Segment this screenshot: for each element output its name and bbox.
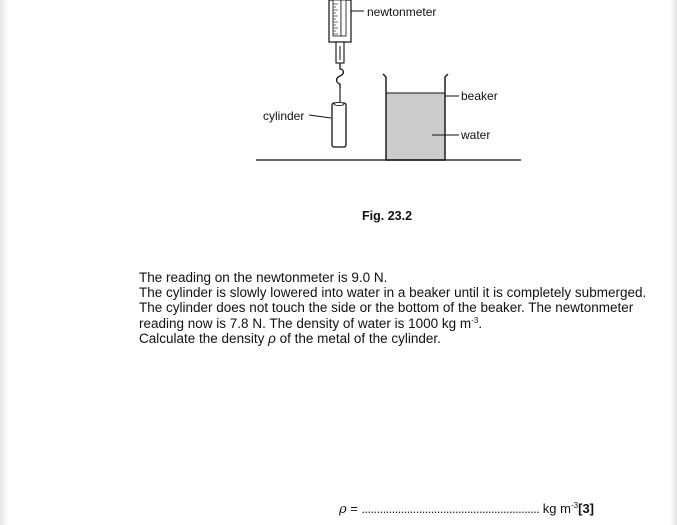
newtonmeter-slot	[341, 0, 346, 36]
newtonmeter	[329, 0, 351, 102]
water-fill	[386, 93, 445, 160]
cylinder-body	[332, 103, 346, 147]
calculate-prefix: Calculate the density	[139, 330, 269, 346]
cylinder	[332, 102, 346, 147]
answer-unit: kg m	[539, 501, 571, 516]
conditions-exponent: -3	[471, 315, 479, 325]
beaker-label: beaker	[461, 89, 498, 103]
conditions-period: .	[478, 315, 483, 331]
newtonmeter-label: newtonmeter	[367, 5, 437, 19]
answer-equals: =	[346, 501, 362, 516]
question-line-reading: The reading on the newtonmeter is 9.0 N.	[139, 270, 388, 285]
density-symbol: ρ	[268, 330, 276, 346]
answer-unit-exponent: -3	[570, 501, 579, 510]
cylinder-leader-line	[309, 115, 331, 118]
answer-marks: [3]	[578, 501, 594, 516]
question-line-calculate	[139, 331, 659, 346]
beaker	[383, 74, 448, 160]
conditions-text: The cylinder does not touch the side or the bottom of the beaker. The newtonmeter reading now is 7.8 N. The density of water is 1000 kg m	[139, 300, 634, 331]
question-text	[139, 270, 659, 346]
answer-symbol: ρ	[339, 502, 347, 517]
water-label: water	[461, 128, 491, 142]
newtonmeter-scale	[333, 0, 341, 36]
answer-input-dots[interactable]: ...........................................................	[361, 501, 540, 516]
calculate-suffix: of the metal of the cylinder.	[275, 330, 441, 346]
question-line-conditions	[139, 300, 659, 330]
figure-23-2	[0, 0, 677, 230]
figure-caption: Fig. 23.2	[362, 209, 413, 223]
hook-icon	[337, 63, 344, 88]
cylinder-label: cylinder	[263, 109, 305, 123]
answer-line	[339, 501, 594, 517]
question-line-lowered: The cylinder is slowly lowered into water in a beaker until it is completely submerged.	[139, 285, 647, 301]
cylinder-top	[334, 102, 344, 105]
